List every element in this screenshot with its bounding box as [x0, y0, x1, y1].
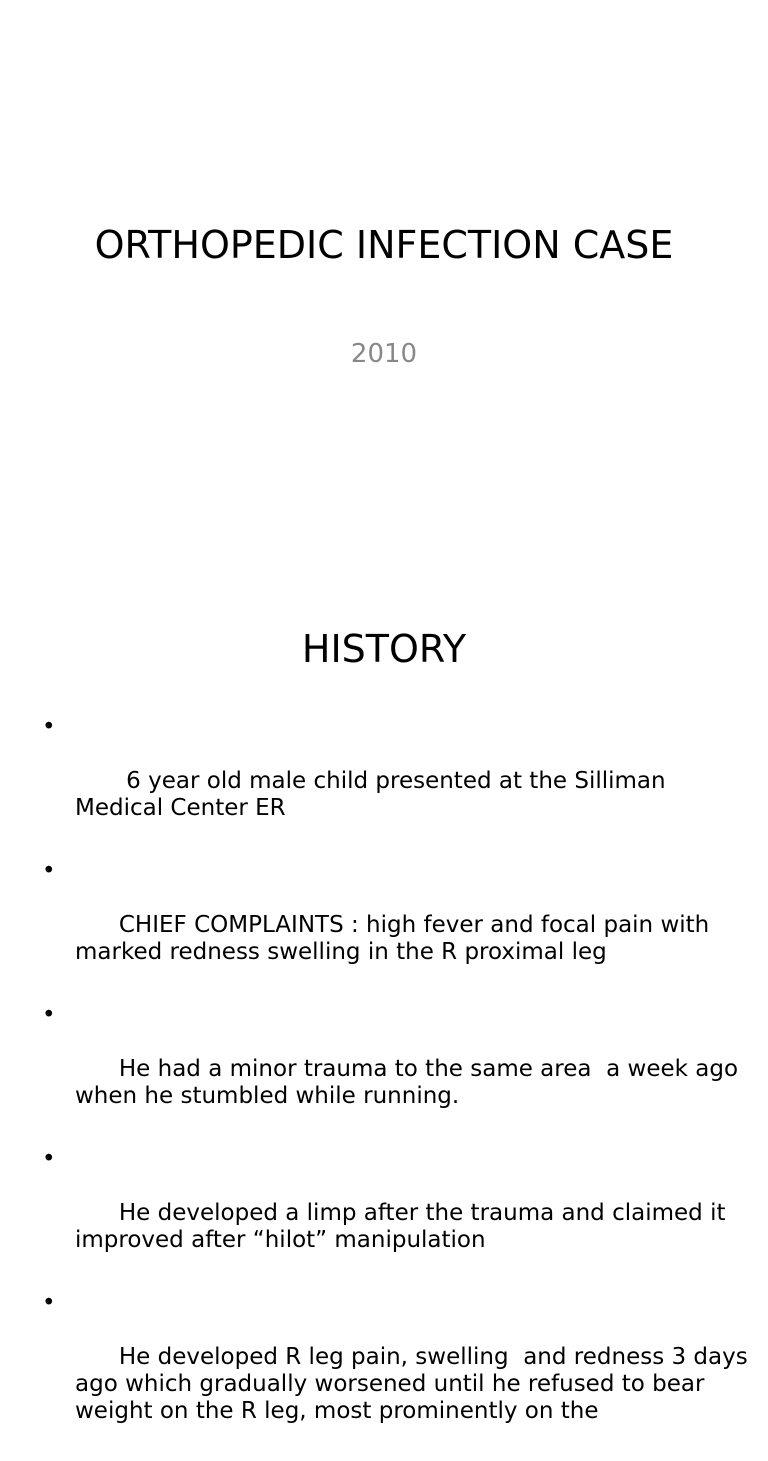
bullet-item — [0, 1290, 768, 1452]
bullet-icon: • — [42, 1290, 56, 1316]
bullet-text: 6 year old male child presented at the Silliman Medical Center ER — [75, 768, 673, 821]
bullet-icon: • — [42, 714, 56, 740]
bullet-text: He had a minor trauma to the same area a week ago when he stumbled while running. — [75, 1056, 746, 1109]
title-slide — [0, 0, 768, 576]
bullet-text: He developed R leg pain, swelling and redness 3 days ago which gradually worsened until he refused to bear weight on the R leg, most prominently on the — [75, 1344, 756, 1424]
bullet-item — [0, 714, 768, 849]
history-slide — [0, 576, 768, 1424]
bullet-icon: • — [42, 858, 56, 884]
bullet-icon: • — [42, 1146, 56, 1172]
bullet-item — [0, 1146, 768, 1281]
bullet-icon: • — [42, 1002, 56, 1028]
history-bullet-list — [0, 714, 768, 1461]
bullet-item — [0, 1002, 768, 1137]
bullet-item — [0, 858, 768, 993]
history-title: HISTORY — [301, 627, 467, 671]
slide-subtitle: 2010 — [350, 339, 418, 369]
bullet-text: He developed a limp after the trauma and claimed it improved after “hilot” manipulation — [75, 1200, 733, 1253]
bullet-text: CHIEF COMPLAINTS : high fever and focal pain with marked redness swelling in the R proximal leg — [75, 912, 717, 965]
slide-title: ORTHOPEDIC INFECTION CASE — [94, 223, 674, 267]
